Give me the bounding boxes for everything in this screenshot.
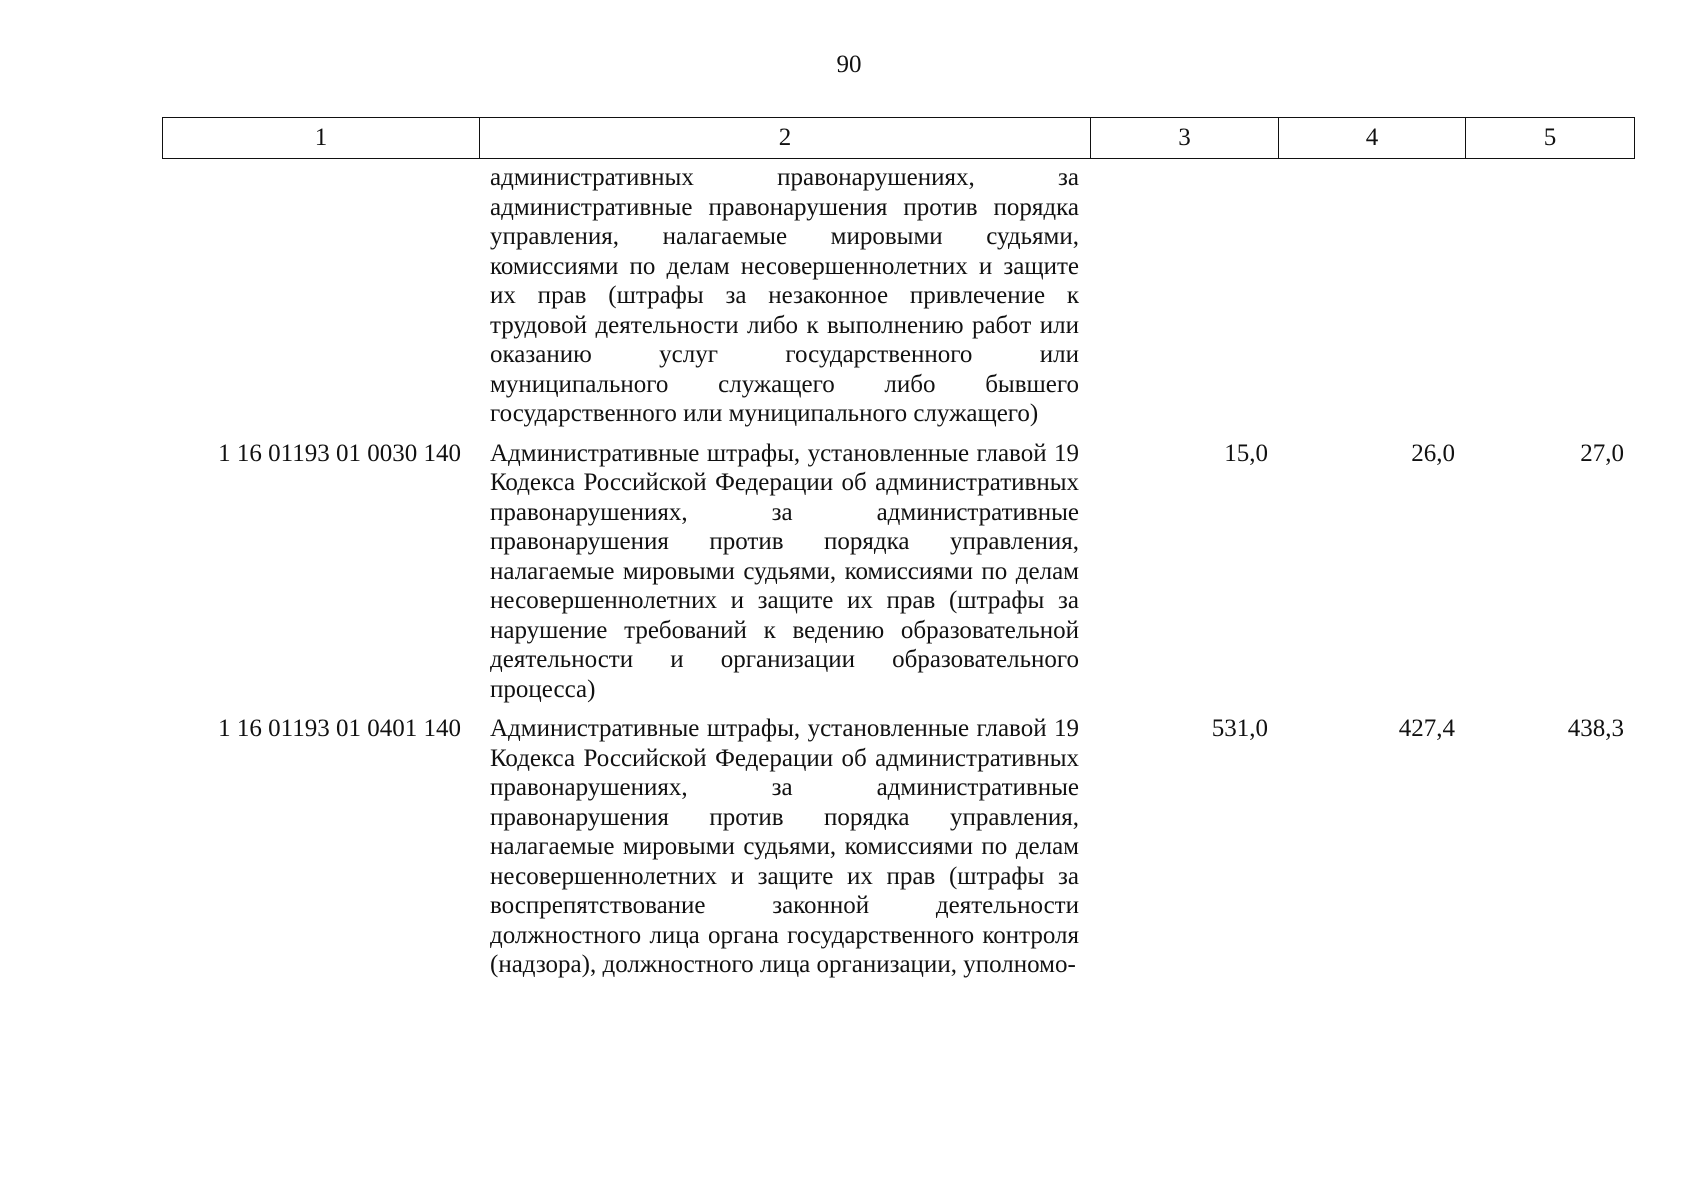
row-value-col3: 15,0 xyxy=(1224,439,1268,467)
header-col-4: 4 xyxy=(1279,118,1466,159)
table-header xyxy=(162,117,1635,159)
row-value-col4 xyxy=(1278,163,1465,429)
row-description: Административные штрафы, установленные главой 19 Кодекса Российской Федерации об административных правонарушениях, за административные правонарушения против порядка управления, налагаемые мировыми судьями, комиссиями по делам несовершеннолетних и защите их прав (штрафы за воспрепятствование законной деятельности должностного лица органа государственного контроля (надзора), должностного лица организации, уполномо- xyxy=(490,715,1079,978)
row-value-col4: 26,0 xyxy=(1411,439,1455,467)
row-code: 1 16 01193 01 0030 140 xyxy=(218,439,461,467)
row-description: административных правонарушениях, за административные правонарушения против порядка управления, налагаемые мировыми судьями, комиссиями по делам несовершеннолетних и защите их прав (штрафы за незаконное привлечение к трудовой деятельности либо к выполнению работ или оказанию услуг государственного или муниципального служащего либо бывшего государственного или муниципального служащего) xyxy=(490,164,1079,427)
table-row xyxy=(162,429,1634,705)
row-value-col5 xyxy=(1465,163,1634,429)
header-col-3: 3 xyxy=(1091,118,1279,159)
row-value-col3: 531,0 xyxy=(1211,715,1268,742)
row-description: Административные штрафы, установленные главой 19 Кодекса Российской Федерации об административных правонарушениях, за административные правонарушения против порядка управления, налагаемые мировыми судьями, комиссиями по делам несовершеннолетних и защите их прав (штрафы за нарушение требований к ведению образовательной деятельности и организации образовательного процесса) xyxy=(490,439,1079,703)
row-value-col3 xyxy=(1090,163,1278,429)
header-col-2: 2 xyxy=(480,118,1091,159)
header-col-1: 1 xyxy=(163,118,480,159)
header-col-5: 5 xyxy=(1466,118,1635,159)
table-row xyxy=(162,163,1634,429)
table-row xyxy=(162,704,1634,980)
row-code xyxy=(162,163,479,429)
row-value-col5: 27,0 xyxy=(1580,439,1624,467)
row-value-col4: 427,4 xyxy=(1398,715,1455,742)
header-row xyxy=(163,118,1635,159)
row-value-col5: 438,3 xyxy=(1567,715,1624,742)
table-body xyxy=(162,163,1634,980)
page-number: 90 xyxy=(836,51,862,78)
row-code: 1 16 01193 01 0401 140 xyxy=(218,715,461,742)
